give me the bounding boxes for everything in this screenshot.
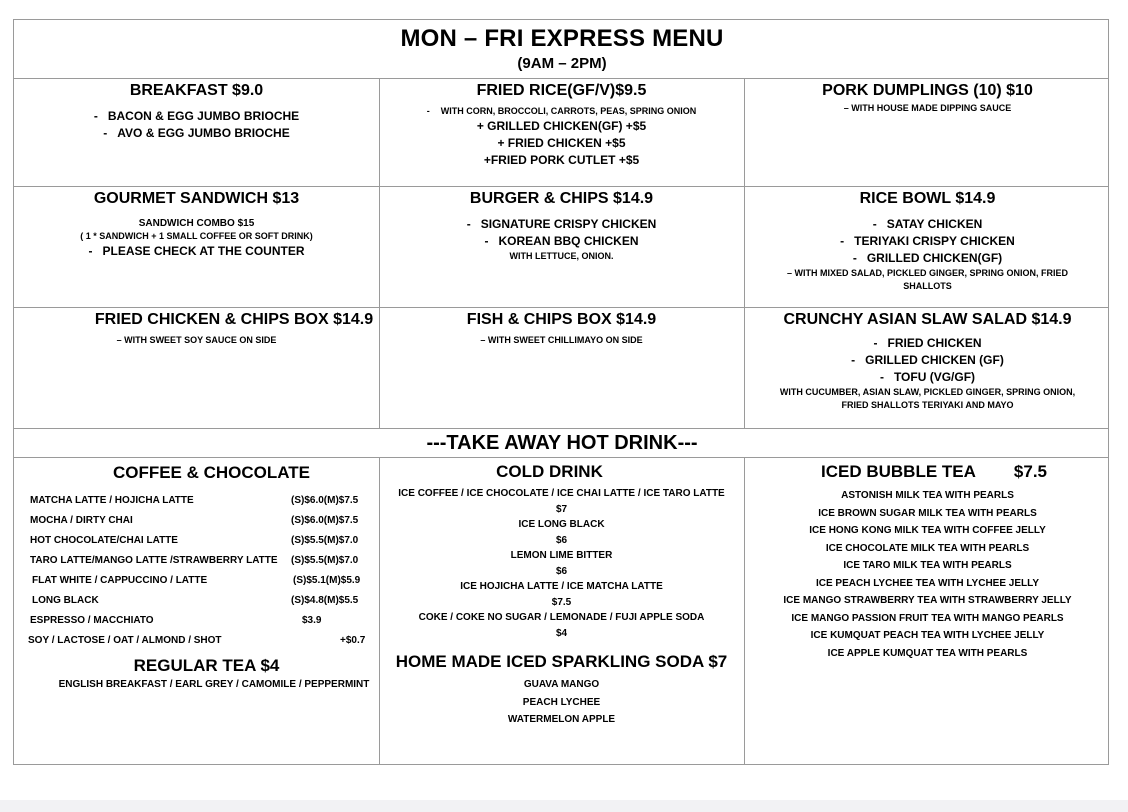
item-note: – WITH MIXED SALAD, PICKLED GINGER, SPRING ONION, FRIED SHALLOTS [786, 268, 1069, 291]
section-heading: ICED BUBBLE TEA $7.5 [821, 462, 1047, 481]
drink-item: LEMON LIME BITTER [510, 550, 613, 561]
menu-item: +FRIED PORK CUTLET +$5 [483, 153, 640, 167]
section-heading: BREAKFAST $9.0 [129, 82, 264, 99]
menu-item: - TERIYAKI CRISPY CHICKEN [840, 234, 1015, 248]
section-heading: COFFEE & CHOCOLATE [112, 463, 311, 482]
breakfast-section [14, 80, 379, 142]
bubble-tea-item: ICE CHOCOLATE MILK TEA WITH PEARLS [825, 542, 1030, 554]
menu-hours: (9AM – 2PM) [517, 55, 607, 72]
drink-price: $6 [555, 534, 568, 546]
section-heading: CRUNCHY ASIAN SLAW SALAD $14.9 [783, 311, 1072, 328]
tea-list: ENGLISH BREAKFAST / EARL GREY / CAMOMILE / PEPPERMINT [58, 679, 370, 690]
item-note: - WITH CORN, BROCCOLI, CARROTS, PEAS, SPRING ONION [426, 106, 697, 116]
menu-item: - PLEASE CHECK AT THE COUNTER [88, 244, 305, 258]
menu-item: - KOREAN BBQ CHICKEN [484, 234, 639, 248]
menu-item: - BACON & EGG JUMBO BRIOCHE [93, 109, 300, 123]
burger-section [379, 188, 744, 263]
bubble-tea-item: ICE APPLE KUMQUAT TEA WITH PEARLS [827, 647, 1028, 659]
soda-item: GUAVA MANGO [523, 679, 600, 690]
drink-item: COKE / COKE NO SUGAR / LEMONADE / FUJI APPLE SODA [418, 612, 705, 623]
divider [14, 457, 1108, 458]
section-heading: COLD DRINK [496, 462, 603, 481]
menu-item: + FRIED CHICKEN +$5 [497, 136, 626, 150]
drink-price: $6 [555, 565, 568, 577]
cold-drink-section [379, 461, 744, 729]
menu-item: - SATAY CHICKEN [872, 217, 983, 231]
section-heading: RICE BOWL $14.9 [859, 190, 996, 207]
menu-header [14, 24, 1110, 74]
drink-row: ESPRESSO / MACCHIATO $3.9 [30, 615, 322, 626]
menu-item: - SIGNATURE CRISPY CHICKEN [466, 217, 657, 231]
combo-note: ( 1 * SANDWICH + 1 SMALL COFFEE OR SOFT DRINK) [80, 231, 313, 241]
section-heading: REGULAR TEA $4 [133, 656, 280, 675]
drink-row: MOCHA / DIRTY CHAI (S)$6.0(M)$7.5 [30, 515, 359, 526]
section-heading: FRIED RICE(GF/V)$9.5 [476, 82, 647, 99]
drink-item: ICE LONG BLACK [518, 519, 605, 530]
soda-item: PEACH LYCHEE [522, 696, 601, 708]
menu-item: - FRIED CHICKEN [873, 336, 982, 350]
drinks-header [14, 430, 1110, 456]
bubble-tea-item: ICE HONG KONG MILK TEA WITH COFFEE JELLY [809, 525, 1046, 536]
pork-dumplings-section [745, 80, 1110, 115]
drink-row: FLAT WHITE / CAPPUCCINO / LATTE (S)$5.1(M)$5.9 [32, 575, 361, 586]
menu-board [13, 19, 1109, 765]
drink-row: LONG BLACK (S)$4.8(M)$5.5 [32, 595, 359, 606]
coffee-section [14, 462, 379, 693]
drink-price: $7 [555, 503, 568, 515]
section-heading: HOME MADE ICED SPARKLING SODA $7 [395, 652, 728, 671]
soda-item: WATERMELON APPLE [507, 714, 616, 725]
drink-row: MATCHA LATTE / HOJICHA LATTE (S)$6.0(M)$7.5 [30, 495, 359, 506]
fried-rice-section [379, 80, 744, 169]
menu-title: MON – FRI EXPRESS MENU [400, 25, 724, 52]
item-note: – WITH HOUSE MADE DIPPING SAUCE [843, 103, 1012, 113]
item-note: WITH LETTUCE, ONION. [509, 251, 614, 261]
drink-price: $4 [555, 627, 568, 639]
drink-row: TARO LATTE/MANGO LATTE /STRAWBERRY LATTE (S)$5.5(M)$7.0 [30, 555, 359, 566]
section-heading: FISH & CHIPS BOX $14.9 [466, 311, 657, 328]
divider [14, 186, 1108, 187]
menu-item: - GRILLED CHICKEN(GF) [852, 251, 1003, 265]
gourmet-sandwich-section [14, 188, 379, 260]
fish-and-chips-section [379, 309, 744, 347]
bubble-tea-item: ASTONISH MILK TEA WITH PEARLS [841, 490, 1014, 501]
item-note: WITH CUCUMBER, ASIAN SLAW, PICKLED GINGER, SPRING ONION, FRIED SHALLOTS TERIYAKI AND MAYO [779, 387, 1076, 410]
drink-row: HOT CHOCOLATE/CHAI LATTE (S)$5.5(M)$7.0 [30, 535, 359, 546]
divider [14, 78, 1108, 79]
drink-row: SOY / LACTOSE / OAT / ALMOND / SHOT +$0.7 [28, 635, 366, 646]
menu-item: - GRILLED CHICKEN (GF) [851, 353, 1004, 367]
rice-bowl-section [745, 188, 1110, 293]
menu-item: - AVO & EGG JUMBO BRIOCHE [103, 126, 290, 140]
combo-label: SANDWICH COMBO $15 [138, 218, 255, 229]
bubble-tea-item: ICE MANGO PASSION FRUIT TEA WITH MANGO PEARLS [791, 612, 1064, 624]
asian-slaw-section [745, 309, 1110, 412]
divider [14, 428, 1108, 429]
drinks-title: ---TAKE AWAY HOT DRINK--- [426, 432, 698, 454]
section-heading: FRIED CHICKEN & CHIPS BOX $14.9 [94, 311, 374, 328]
section-heading: GOURMET SANDWICH $13 [93, 190, 300, 207]
bubble-tea-item: ICE MANGO STRAWBERRY TEA WITH STRAWBERRY JELLY [783, 595, 1072, 606]
menu-item: - TOFU (VG/GF) [879, 370, 976, 384]
bubble-tea-item: ICE PEACH LYCHEE TEA WITH LYCHEE JELLY [815, 577, 1039, 589]
item-note: – WITH SWEET SOY SAUCE ON SIDE [116, 335, 277, 345]
drink-price: $7.5 [551, 596, 572, 608]
menu-item: + GRILLED CHICKEN(GF) +$5 [476, 119, 647, 133]
bubble-tea-item: ICE KUMQUAT PEACH TEA WITH LYCHEE JELLY [810, 630, 1045, 641]
bubble-tea-item: ICE TARO MILK TEA WITH PEARLS [843, 560, 1012, 571]
section-heading: BURGER & CHIPS $14.9 [469, 190, 654, 207]
bubble-tea-section [745, 461, 1110, 662]
drink-item: ICE COFFEE / ICE CHOCOLATE / ICE CHAI LATTE / ICE TARO LATTE [398, 488, 725, 499]
item-note: – WITH SWEET CHILLIMAYO ON SIDE [480, 335, 643, 345]
drink-item: ICE HOJICHA LATTE / ICE MATCHA LATTE [460, 581, 663, 592]
section-heading: PORK DUMPLINGS (10) $10 [822, 82, 1033, 99]
bubble-tea-item: ICE BROWN SUGAR MILK TEA WITH PEARLS [818, 507, 1037, 519]
divider [14, 307, 1108, 308]
